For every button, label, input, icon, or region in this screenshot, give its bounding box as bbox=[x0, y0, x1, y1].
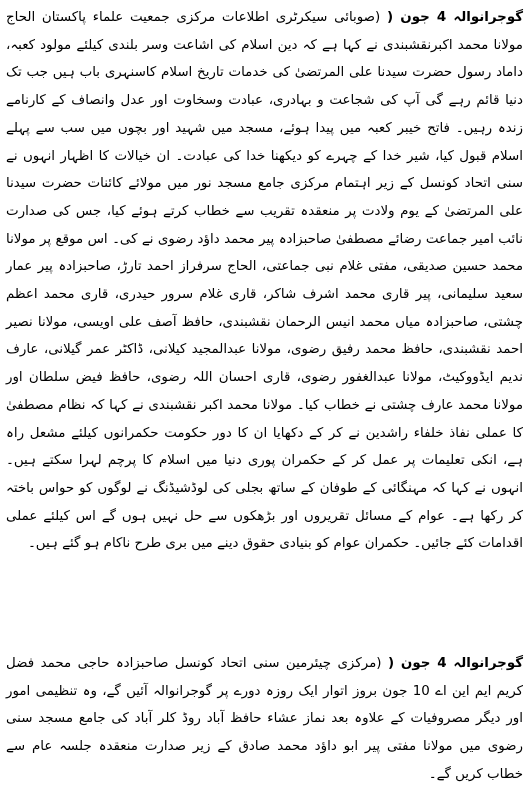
article-dateline: گوجرانوالہ 4 جون ( bbox=[387, 656, 524, 671]
article-body: 10 جون بروز اتوار ایک روزہ دورے پر گوجرانوالہ آئیں گے، وہ تنظیمی امور اور دیگر مصروفیات کے علاوہ بعد نماز عشاء حافظ آباد روڈ کلر آباد کی جامع مسجد سنی رضوی میں مولانا مفتی پیر ابو داؤد محمد صادق کے زیر صدارت منعقدہ جلسہ عام سے خطاب کریں گے۔ bbox=[6, 683, 523, 782]
article-body: اکبرنقشبندی نے کہا ہے کہ دین اسلام کی اشاعت وسر بلندی کیلئے مولود کعبہ، داماد رسول حضرت سیدنا علی المرتضیٰ کی خدمات تاریخ اسلام کاسنہری باب ہیں جب تک دنیا قائم رہے گی آپ کی شجاعت و بہادری، عبادت وسخاوت اور عدل وانصاف کے کارنامے زندہ رہیں۔ فاتح خیبر کعبہ میں پیدا ہوئے، مسجد میں شہید اور بچوں میں سب سے پہلے اسلام قبول کیا، شیر خدا کے چہرے کو دیکھنا خدا کی عبادت۔ ان خیالات کا اظہار انہوں نے سنی اتحاد کونسل کے زیر اہتمام مرکزی جامع مسجد نور میں مولائے کائنات حضرت سیدنا علی المرتضیٰ کے یوم ولادت پر منعقدہ تقریب سے خطاب کرتے ہوئے کیا، جس کی صدارت نائب امیر جماعت رضائے مصطفیٰ صاحبزادہ پیر محمد داؤد رضوی نے کی۔ اس موقع پر مولانا محمد حسین صدیقی، مفتی غلام نبی جماعتی، الحاج سرفراز احمد تارڑ، صاحبزادہ پیر عمار سعید سلیمانی، پیر قاری محمد اشرف شاکر، قاری غلام سرور حیدری، قاری محمد اعظم چشتی، صاحبزادہ میاں محمد انیس الرحمان نقشبندی، حافظ آصف علی اویسی، مولانا نصیر احمد نقشبندی، حافظ محمد رفیق رضوی، مولانا عبدالمجید کیلانی، ڈاکٹر عمر گیلانی، عارف ندیم ایڈووکیٹ، مولانا عبدالغفور رضوی، قاری احسان اللہ رضوی، حافظ فیض سلطان اور مولانا محمد عارف چشتی نے خطاب کیا۔ مولانا محمد اکبر نقشبندی نے کہا کہ نظام مصطفیٰ کا عملی نفاذ خلفاء راشدین نے کر کے دکھایا ان کا دور حکومت حکمرانوں کیلئے مشعل راہ ہے، انکی تعلیمات پر عمل کر کے حکمران پوری دنیا میں اسلام کا پرچم لہرا سکتے ہیں۔ انہوں نے کہا کہ مہنگائی کے طوفان کے ساتھ بجلی کی لوڈشیڈنگ نے لوگوں کو حواس باختہ کر رکھا ہے۔ عوام کے مسائل تقریروں اور بڑھکوں سے حل نہیں ہوں گے اس کیلئے عملی اقدامات کئے جائیں۔ حکمران عوام کو بنیادی حقوق دینے میں بری طرح ناکام ہو گئے ہیں۔ bbox=[6, 37, 523, 552]
article-dateline: گوجرانوالہ 4 جون ( bbox=[387, 10, 523, 25]
news-article-1 bbox=[6, 4, 523, 558]
article-source: (صوبائی سیکرٹری اطلاعات مرکزی جمعیت علماء پاکستان الحاج مولانا محمد bbox=[6, 10, 523, 53]
article-source: (مرکزی چیئرمین سنی اتحاد کونسل صاحبزادہ حاجی محمد فضل کریم ایم این اے bbox=[6, 656, 523, 699]
news-article-2 bbox=[6, 650, 523, 789]
